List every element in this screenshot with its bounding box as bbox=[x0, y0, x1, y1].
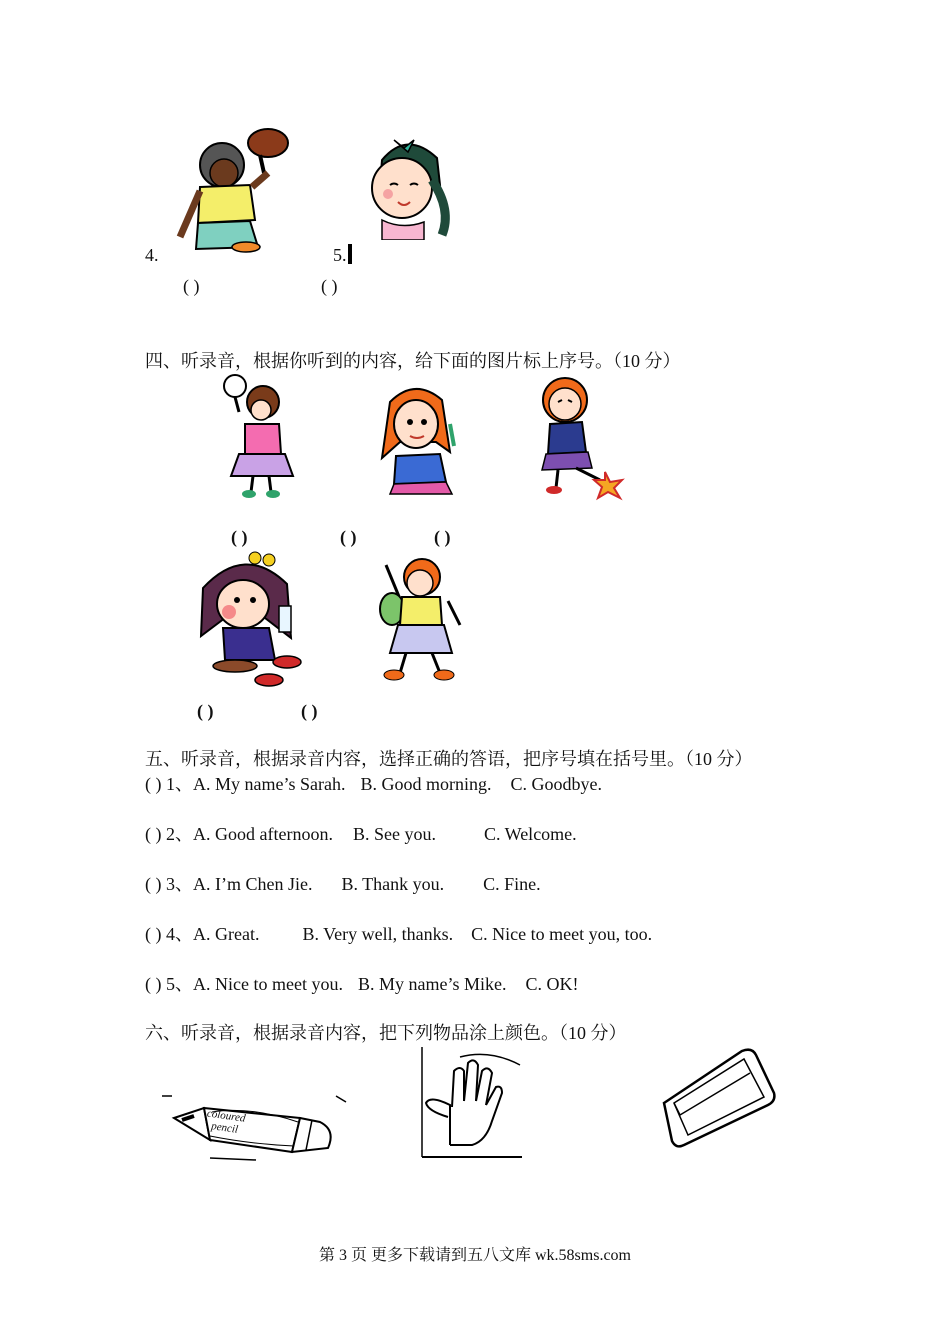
item-4-number: 4. bbox=[145, 245, 159, 265]
text-cursor bbox=[348, 244, 352, 264]
question-1 bbox=[145, 773, 602, 795]
question-4 bbox=[145, 923, 652, 945]
question-3-option-a: A. I’m Chen Jie. bbox=[193, 874, 313, 894]
section-4-heading: 四、听录音，根据你听到的内容，给下面的图片标上序号。（10 分） bbox=[145, 351, 681, 371]
question-5-option-b: B. My name’s Mike. bbox=[357, 974, 507, 994]
picture-5-girl-braid bbox=[352, 130, 462, 240]
question-4-option-a: A. Great. bbox=[193, 924, 260, 944]
pencil-label-line-1: coloured bbox=[206, 1107, 247, 1125]
question-4-option-b: B. Very well, thanks. bbox=[302, 924, 454, 944]
section-5-heading: 五、听录音，根据录音内容，选择正确的答语，把序号填在括号里。（10 分） bbox=[145, 749, 753, 769]
section-4-bracket-4[interactable]: ( ) bbox=[197, 701, 214, 721]
question-4-prefix[interactable]: ( ) 4、 bbox=[145, 924, 193, 944]
question-1-prefix[interactable]: ( ) 1、 bbox=[145, 774, 193, 794]
question-1-option-a: A. My name’s Sarah. bbox=[193, 774, 346, 794]
item-5-answer-bracket[interactable]: ( ) bbox=[321, 276, 338, 296]
picture-pencil-box bbox=[660, 1045, 780, 1150]
picture-boy-waving-bag bbox=[370, 555, 465, 685]
question-3-prefix[interactable]: ( ) 3、 bbox=[145, 874, 193, 894]
item-5-number: 5. bbox=[333, 244, 352, 266]
section-4-bracket-3[interactable]: ( ) bbox=[434, 527, 451, 547]
question-5-option-a: A. Nice to meet you. bbox=[193, 974, 343, 994]
section-6-heading: 六、听录音，根据录音内容，把下列物品涂上颜色。（10 分） bbox=[145, 1023, 627, 1043]
section-4-bracket-2[interactable]: ( ) bbox=[340, 527, 357, 547]
pencil-label bbox=[205, 1107, 247, 1136]
question-5-prefix[interactable]: ( ) 5、 bbox=[145, 974, 193, 994]
question-5-option-c: C. OK! bbox=[525, 974, 579, 994]
question-3-option-c: C. Fine. bbox=[483, 874, 541, 894]
page-footer: 第 3 页 更多下载请到五八文库 wk.58sms.com bbox=[318, 1247, 631, 1264]
picture-girl-sitting-glass bbox=[195, 548, 310, 688]
question-2-option-c: C. Welcome. bbox=[483, 824, 577, 844]
picture-girl-kicking bbox=[510, 372, 635, 502]
question-2 bbox=[145, 823, 577, 845]
question-4-option-c: C. Nice to meet you, too. bbox=[471, 924, 653, 944]
picture-4-boy-ping-pong bbox=[160, 125, 290, 255]
section-4-bracket-5[interactable]: ( ) bbox=[301, 701, 318, 721]
question-2-option-a: A. Good afternoon. bbox=[193, 824, 333, 844]
pencil-label-line-2: pencil bbox=[210, 1120, 239, 1136]
question-3-option-b: B. Thank you. bbox=[341, 874, 445, 894]
question-2-prefix[interactable]: ( ) 2、 bbox=[145, 824, 193, 844]
question-1-option-b: B. Good morning. bbox=[360, 774, 492, 794]
section-4-bracket-1[interactable]: ( ) bbox=[231, 527, 248, 547]
picture-hand bbox=[420, 1045, 524, 1160]
question-3 bbox=[145, 873, 541, 895]
picture-girl-magnifier bbox=[215, 372, 305, 502]
picture-girl-pencil bbox=[370, 382, 470, 497]
question-1-option-c: C. Goodbye. bbox=[510, 774, 602, 794]
item-4-answer-bracket[interactable]: ( ) bbox=[183, 276, 200, 296]
picture-coloured-pencil bbox=[160, 1090, 350, 1162]
question-2-option-b: B. See you. bbox=[352, 824, 436, 844]
question-5 bbox=[145, 973, 578, 995]
